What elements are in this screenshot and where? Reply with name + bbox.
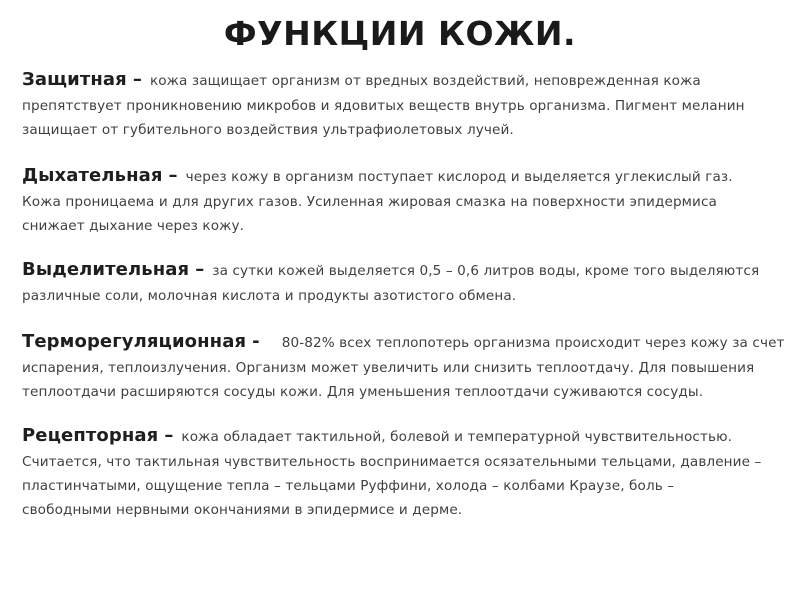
section-text-line: кожа обладает тактильной, болевой и температурной чувствительностью.	[181, 429, 733, 445]
section-text-line: испарения, теплоизлучения. Организм может увеличить или снизить теплоотдачу. Для повышения	[22, 360, 755, 376]
section-text-line: Считается, что тактильная чувствительность воспринимается осязательными тельцами, давление –	[22, 454, 762, 470]
section-heading: Защитная	[22, 69, 127, 90]
section-text-line: снижает дыхание через кожу.	[22, 218, 245, 234]
section-protective	[22, 68, 782, 142]
section-text-line: кожа защищает организм от вредных воздействий, неповрежденная кожа	[149, 73, 701, 89]
section-text-line: теплоотдачи расширяются сосуды кожи. Для уменьшения теплоотдачи суживаются сосуды.	[22, 384, 704, 400]
section-heading: Рецепторная	[22, 425, 159, 446]
page-title: ФУНКЦИИ КОЖИ.	[223, 14, 577, 53]
section-text-line: через кожу в организм поступает кислород и выделяется углекислый газ.	[185, 169, 733, 185]
section-text-line: 80-82% всех теплопотерь организма происходит через кожу за счет	[281, 335, 785, 351]
section-thermoregulatory	[22, 330, 785, 404]
section-dash: –	[132, 69, 142, 90]
section-respiratory	[22, 164, 782, 238]
section-heading: Терморегуляционная	[22, 331, 247, 352]
section-first-line	[22, 330, 785, 356]
section-first-line	[22, 424, 782, 450]
section-text-line: различные соли, молочная кислота и продукты азотистого обмена.	[22, 288, 517, 304]
section-heading: Дыхательная	[22, 165, 163, 186]
section-text-line: пластинчатыми, ощущение тепла – тельцами Руффини, холода – колбами Краузе, боль –	[22, 478, 675, 494]
section-dash: –	[164, 425, 174, 446]
section-text-line: препятствует проникновению микробов и ядовитых веществ внутрь организма. Пигмент меланин	[22, 98, 745, 114]
section-dash: –	[195, 259, 205, 280]
section-text-line: за сутки кожей выделяется 0,5 – 0,6 литров воды, кроме того выделяются	[212, 263, 760, 279]
section-first-line	[22, 68, 782, 94]
section-dash: -	[252, 331, 260, 352]
section-heading: Выделительная	[22, 259, 190, 280]
section-first-line	[22, 258, 782, 284]
section-text-line: Кожа проницаема и для других газов. Усиленная жировая смазка на поверхности эпидермиса	[22, 194, 717, 210]
section-text-line: защищает от губительного воздействия ультрафиолетовых лучей.	[22, 122, 514, 138]
section-excretory	[22, 258, 782, 308]
section-text-line: свободными нервными окончаниями в эпидермисе и дерме.	[22, 502, 463, 518]
section-receptor	[22, 424, 782, 522]
section-dash: –	[168, 165, 178, 186]
section-first-line	[22, 164, 782, 190]
